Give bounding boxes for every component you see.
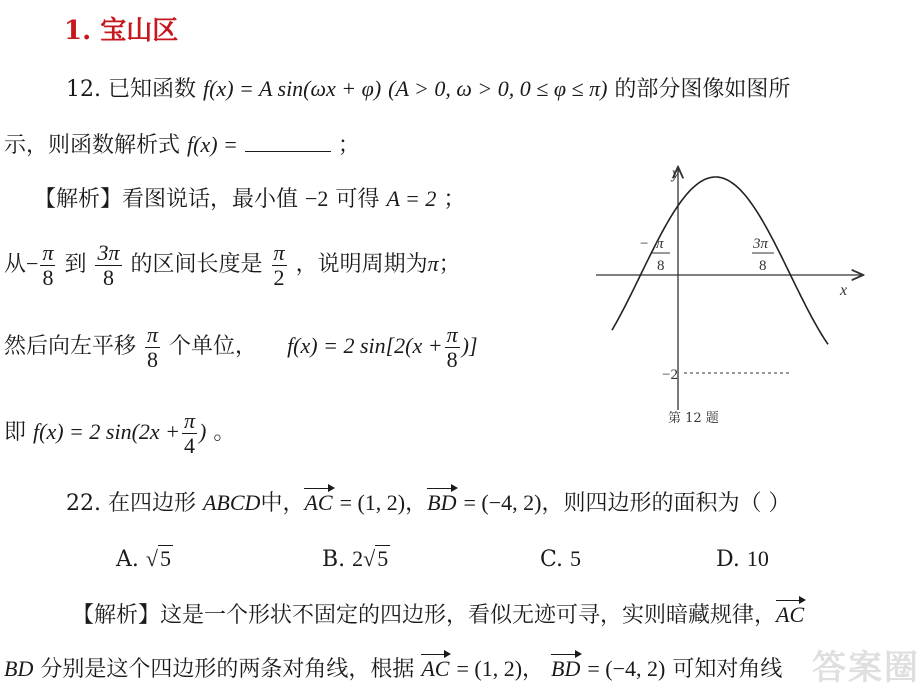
fraction-denominator: 8 (147, 346, 159, 372)
fraction-numerator: 3π (97, 239, 120, 265)
solution-1-value: −2 (305, 186, 329, 211)
figure-caption: 第 12 题 (668, 411, 719, 426)
option-d-label: D. (716, 547, 740, 572)
problem-22-solution-1 (72, 602, 804, 629)
problem-12-line2-formula: f(x) = (187, 132, 238, 157)
solution-3-formula-a: f(x) = 2 sin[2(x + (287, 333, 443, 358)
y-axis-label: y (672, 165, 680, 182)
solution-2-period: π (427, 251, 439, 276)
solution-3-formula-b: )] (461, 333, 478, 358)
left-tick-num: π (656, 236, 664, 252)
solution-4-suffix: 。 (213, 420, 236, 445)
sqrt-radicand: 5 (377, 546, 389, 571)
problem-22-shape: ABCD (202, 490, 261, 515)
vector-ac: AC (304, 490, 333, 515)
solution-22-shape: BD (4, 656, 34, 681)
problem-12-line2-suffix: ； (337, 133, 360, 158)
fraction-denominator: 4 (184, 432, 196, 458)
solution-4-formula-b: ) (199, 419, 207, 444)
left-tick-sign: − (640, 236, 649, 252)
fraction-numerator: π (446, 321, 458, 347)
solution-line-4 (4, 402, 235, 463)
solution-line-1 (34, 186, 465, 213)
fraction-denominator: 8 (446, 346, 458, 372)
solution-line-2 (4, 234, 461, 295)
problem-12-line-1 (66, 76, 790, 103)
problem-22-mid: 中， (260, 491, 305, 516)
solution-22-vec-ac: AC (776, 602, 805, 627)
option-d-value: 10 (746, 546, 769, 571)
fraction-pi-over-2 (272, 241, 287, 290)
solution-2-suffix: ，说明周期为 (295, 252, 428, 277)
option-a-label: A. (116, 547, 139, 572)
solution-3-mid: 个单位， (169, 334, 258, 359)
solution-2-from: 从 (4, 252, 27, 277)
vector-ac-value: = (1, 2) (339, 490, 406, 515)
fraction-pi-over-8-shift (445, 323, 460, 372)
problem-12-prefix: 12. 已知函数 (66, 77, 196, 102)
fraction-numerator: π (147, 321, 159, 347)
problem-22-comma: ， (405, 491, 428, 516)
option-b-label: B. (322, 547, 346, 572)
problem-22-stem (66, 490, 790, 517)
solution-22-bd-value: = (−4, 2) (587, 656, 666, 681)
min-label: −2 (662, 367, 678, 383)
watermark-logo: 答案圈 (812, 648, 920, 688)
fraction-pi-over-4 (182, 409, 197, 458)
option-c-label: C. (540, 547, 564, 572)
option-a (116, 546, 173, 573)
solution-2-to: 到 (64, 252, 87, 277)
option-d (716, 546, 769, 573)
solution-2-end: ； (438, 252, 461, 277)
sqrt-radicand: 5 (159, 546, 171, 571)
problem-12-function: f(x) = A sin(ωx + φ) (202, 76, 382, 101)
solution-2-sign: − (26, 251, 39, 276)
problem-12-line-2 (4, 132, 360, 159)
solution-line-3 (4, 316, 478, 377)
x-axis-label: x (840, 282, 848, 299)
fraction-numerator: π (184, 407, 196, 433)
solution-2-mid: 的区间长度是 (130, 252, 263, 277)
solution-22-vec-ac-2: AC (421, 656, 450, 681)
fraction-pi-over-8 (145, 323, 160, 372)
solution-4-prefix: 即 (4, 420, 27, 445)
solution-1-mid: 可得 (335, 187, 380, 212)
solution-22-line1: 【解析】这是一个形状不固定的四边形，看似无迹可寻，实则暗藏规律， (72, 603, 777, 628)
solution-3-prefix: 然后向左平移 (4, 334, 137, 359)
right-tick-den: 8 (759, 258, 767, 274)
fraction-neg-pi-over-8 (40, 241, 55, 290)
section-heading: 1. 宝山区 (64, 16, 179, 46)
problem-12-suffix: 的部分图像如图所 (614, 77, 791, 102)
option-b-coef: 2 (352, 546, 364, 571)
solution-22-comma: ， (522, 657, 545, 682)
solution-1-formula: A = 2 (386, 186, 437, 211)
solution-1-suffix: ； (443, 187, 466, 212)
solution-22-text: 分别是这个四边形的两条对角线，根据 (40, 657, 415, 682)
sine-curve (612, 177, 828, 344)
option-b (322, 546, 390, 573)
option-a-value: √5 (145, 546, 171, 571)
option-c (540, 546, 581, 573)
fraction-numerator: π (273, 239, 285, 265)
left-tick-den: 8 (657, 258, 665, 274)
solution-22-ac-value: = (1, 2) (456, 656, 523, 681)
solution-22-suffix: 可知对角线 (672, 657, 783, 682)
fraction-denominator: 8 (103, 264, 114, 290)
vector-bd-value: = (−4, 2) (463, 490, 542, 515)
right-tick-num: 3π (753, 236, 769, 252)
solution-22-vec-bd: BD (551, 656, 581, 681)
fraction-numerator: π (42, 239, 54, 265)
problem-12-line2-prefix: 示，则函数解析式 (4, 133, 181, 158)
solution-4-formula-a: f(x) = 2 sin(2x + (33, 419, 181, 444)
option-c-value: 5 (570, 546, 582, 571)
problem-22-solution-2 (4, 656, 782, 683)
fraction-denominator: 8 (42, 264, 54, 290)
vector-bd: BD (427, 490, 457, 515)
fraction-3pi-over-8 (95, 241, 121, 290)
solution-1-prefix: 【解析】看图说话，最小值 (34, 187, 299, 212)
problem-22-suffix: ，则四边形的面积为（ ） (541, 491, 791, 516)
problem-12-condition: (A > 0, ω > 0, 0 ≤ φ ≤ π) (388, 76, 608, 101)
fraction-denominator: 2 (273, 264, 285, 290)
sine-graph (590, 158, 870, 428)
option-b-value: 2√5 (352, 546, 389, 571)
answer-blank (245, 133, 331, 152)
problem-22-prefix: 22. 在四边形 (66, 491, 196, 516)
